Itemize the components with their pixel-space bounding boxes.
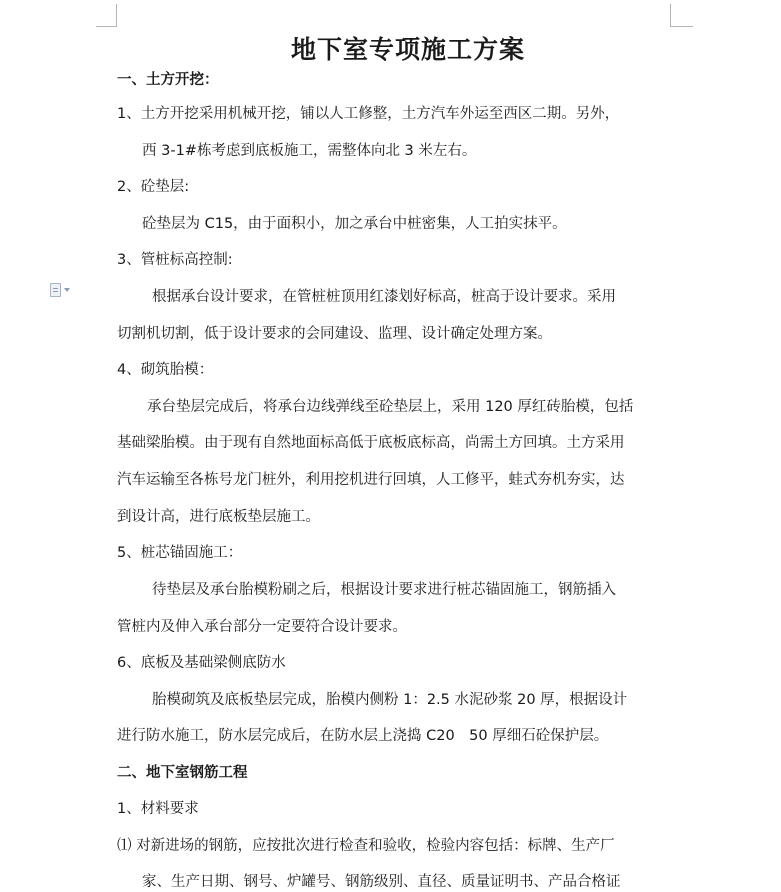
paragraph-line: 西 3-1#栋考虑到底板施工，需整体向北 3 米左右。: [142, 143, 477, 159]
section-heading: 二、地下室钢筋工程: [117, 765, 248, 781]
page-corner-mark-top-right: [670, 4, 693, 27]
section-heading: 一、土方开挖：: [117, 72, 219, 88]
paragraph-line: 家、生产日期、钢号、炉罐号、钢筋级别、直径、质量证明书、产品合格证: [142, 874, 621, 890]
paragraph-line: 砼垫层为 C15，由于面积小，加之承台中桩密集，人工拍实抹平。: [142, 216, 567, 232]
paragraph-line: 承台垫层完成后，将承台边线弹线至砼垫层上，采用 120 厚红砖胎模，包括: [147, 399, 634, 415]
page-corner-mark-top-left: [96, 4, 117, 27]
paragraph-line: 管桩内及伸入承台部分一定要符合设计要求。: [117, 619, 407, 635]
paragraph-line: 进行防水施工，防水层完成后，在防水层上浇捣 C20 50 厚细石砼保护层。: [117, 728, 609, 744]
paragraph-line: 待垫层及承台胎模粉刷之后，根据设计要求进行桩芯锚固施工，钢筋插入: [152, 582, 616, 598]
chevron-down-icon: [64, 288, 70, 292]
paragraph-line: 到设计高，进行底板垫层施工。: [117, 509, 320, 525]
paragraph-line: 1、土方开挖采用机械开挖，铺以人工修整，土方汽车外运至西区二期。另外，: [117, 106, 620, 122]
subsection-heading: 1、材料要求: [117, 801, 199, 817]
subsection-heading: 2、砼垫层:: [117, 179, 190, 195]
paragraph-line: 汽车运输至各栋号龙门桩外，利用挖机进行回填，人工修平，蛙式夯机夯实，达: [117, 472, 625, 488]
paragraph-line: 根据承台设计要求，在管桩桩顶用红漆划好标高，桩高于设计要求。采用: [152, 289, 616, 305]
subsection-heading: 4、砌筑胎模：: [117, 362, 214, 378]
document-map-icon[interactable]: [50, 283, 76, 297]
paragraph-line: ⑴ 对新进场的钢筋，应按批次进行检查和验收，检验内容包括：标牌、生产厂: [117, 838, 615, 854]
subsection-heading: 5、桩芯锚固施工：: [117, 545, 243, 561]
subsection-heading: 3、管桩标高控制:: [117, 252, 233, 268]
document-title: 地下室专项施工方案: [290, 35, 525, 64]
subsection-heading: 6、底板及基础梁侧底防水: [117, 655, 286, 671]
paragraph-line: 胎模砌筑及底板垫层完成，胎模内侧粉 1：2.5 水泥砂浆 20 厚，根据设计: [152, 692, 628, 708]
page-icon: [50, 283, 61, 297]
paragraph-line: 基础梁胎模。由于现有自然地面标高低于底板底标高，尚需土方回填。土方采用: [117, 435, 625, 451]
paragraph-line: 切割机切割，低于设计要求的会同建设、监理、设计确定处理方案。: [117, 326, 552, 342]
